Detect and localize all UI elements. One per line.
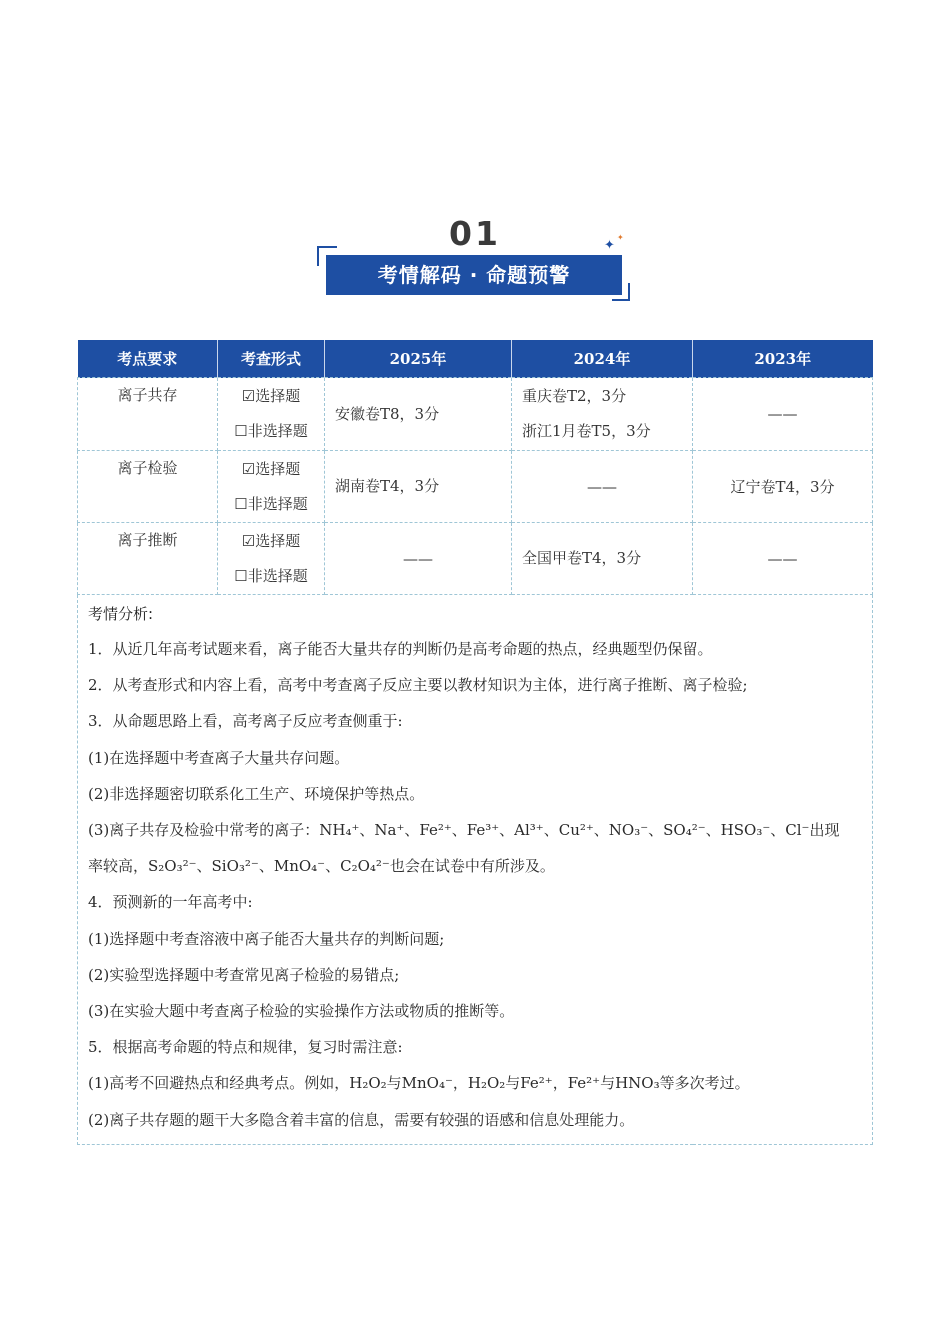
analysis-line: (3)在实验大题中考查离子检验的实验操作方法或物质的推断等。 xyxy=(88,1002,515,1021)
analysis-line: 1．从近几年高考试题来看，离子能否大量共存的判断仍是高考命题的热点，经典题型仍保留。 xyxy=(88,640,713,658)
form-cell xyxy=(218,378,325,451)
analysis-line: 率较高，S₂O₃²⁻、SiO₃²⁻、MnO₄⁻、C₂O₄²⁻也会在试卷中有所涉及。 xyxy=(88,857,555,876)
exam-entry: 湖南卷T4，3分 xyxy=(335,477,440,495)
exam-entry: 安徽卷T8，3分 xyxy=(335,404,440,423)
year-cell xyxy=(325,451,512,523)
year-cell: —— xyxy=(325,523,512,595)
option-unchecked: ☐非选择题 xyxy=(234,494,308,513)
year-cell: —— xyxy=(512,451,693,523)
option-checked: ☑选择题 xyxy=(241,459,301,478)
topic-cell: 离子检验 xyxy=(78,451,218,523)
exam-entry: 浙江1月卷T5，3分 xyxy=(522,422,651,440)
year-cell: 辽宁卷T4，3分 xyxy=(693,451,873,523)
topic-cell: 离子推断 xyxy=(78,523,218,595)
form-cell xyxy=(218,523,325,595)
exam-entry: 全国甲卷T4，3分 xyxy=(522,549,642,567)
section-number: 01 xyxy=(449,214,501,253)
col-header: 考查形式 xyxy=(218,340,325,378)
exam-entry: 重庆卷T2，3分 xyxy=(522,387,627,405)
analysis-line: 2．从考查形式和内容上看，高考中考查离子反应主要以教材知识为主体，进行离子推断、离子检验; xyxy=(88,676,748,695)
analysis-line: 5．根据高考命题的特点和规律，复习时需注意: xyxy=(88,1038,403,1057)
option-checked: ☑选择题 xyxy=(241,531,301,550)
col-header: 2025年 xyxy=(325,340,512,378)
analysis-line: (1)高考不回避热点和经典考点。例如，H₂O₂与MnO₄⁻，H₂O₂与Fe²⁺，Fe²⁺与HNO₃等多次考过。 xyxy=(88,1074,750,1093)
sparkle-icon: ✦ xyxy=(617,233,624,242)
year-cell xyxy=(512,523,693,595)
analysis-cell xyxy=(78,595,873,1145)
topic-cell: 离子共存 xyxy=(78,378,218,451)
col-header: 2024年 xyxy=(512,340,693,378)
section-title: 考情解码 · 命题预警 xyxy=(326,255,622,295)
col-header: 考点要求 xyxy=(78,340,218,378)
year-cell: —— xyxy=(693,523,873,595)
option-unchecked: ☐非选择题 xyxy=(234,566,308,585)
year-cell: —— xyxy=(693,378,873,451)
analysis-row xyxy=(78,595,873,1145)
form-cell xyxy=(218,451,325,523)
year-cell xyxy=(325,378,512,451)
option-checked: ☑选择题 xyxy=(241,387,301,405)
option-unchecked: ☐非选择题 xyxy=(234,422,308,440)
analysis-line: (1)在选择题中考查离子大量共存问题。 xyxy=(88,748,350,767)
exam-table xyxy=(77,340,873,1145)
table-row xyxy=(78,523,873,595)
analysis-line: (1)选择题中考查溶液中离子能否大量共存的判断问题; xyxy=(88,929,445,948)
analysis-line: (2)非选择题密切联系化工生产、环境保护等热点。 xyxy=(88,784,425,803)
table-row xyxy=(78,378,873,451)
col-header: 2023年 xyxy=(693,340,873,378)
section-header xyxy=(0,0,950,320)
analysis-line: (3)离子共存及检验中常考的离子：NH₄⁺、Na⁺、Fe²⁺、Fe³⁺、Al³⁺、Cu²⁺、NO₃⁻、SO₄²⁻、HSO₃⁻、Cl⁻出现 xyxy=(88,821,840,840)
table-header-row xyxy=(78,340,873,378)
table-row xyxy=(78,451,873,523)
analysis-title: 考情分析: xyxy=(88,605,154,623)
analysis-line: 4．预测新的一年高考中: xyxy=(88,893,253,912)
sparkle-icon: ✦ xyxy=(604,238,615,253)
analysis-line: 3．从命题思路上看，高考离子反应考查侧重于: xyxy=(88,712,403,731)
analysis-line: (2)实验型选择题中考查常见离子检验的易错点; xyxy=(88,965,400,984)
analysis-line: (2)离子共存题的题干大多隐含着丰富的信息，需要有较强的语感和信息处理能力。 xyxy=(88,1110,635,1129)
year-cell xyxy=(512,378,693,451)
